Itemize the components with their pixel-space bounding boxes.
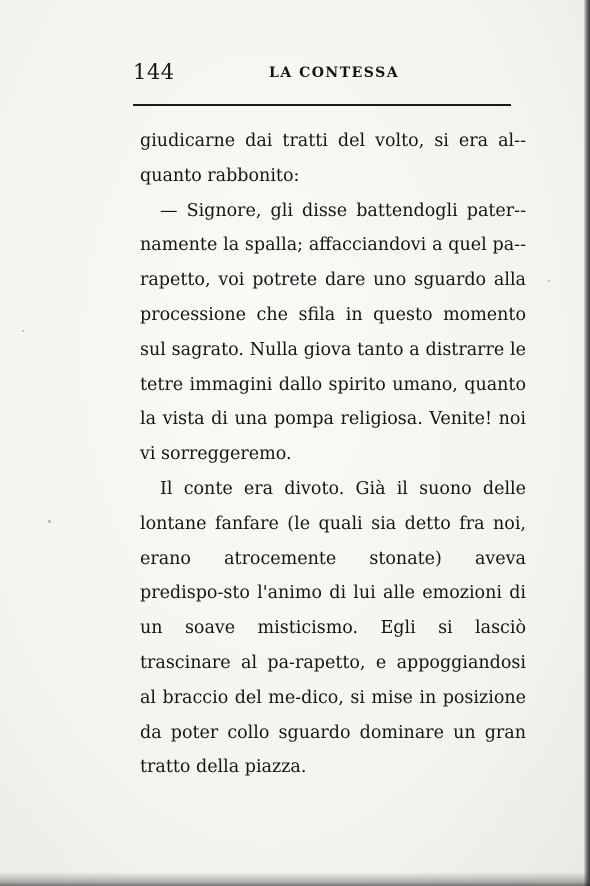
paragraph-1: giudicarne dai tratti del volto, si era al-quanto rabbonito:: [140, 131, 526, 186]
paper-speck: [22, 330, 24, 332]
running-title: LA CONTESSA: [269, 65, 400, 81]
page-header: [133, 60, 511, 90]
paragraph-3: Il conte era divoto. Già il suono delle lontane fanfare (le quali sia detto fra noi, erano atrocemente stonate) aveva predispo-sto l'animo di lui alle emozioni di un soave misticismo. Egli si lasciò trascinare al pa-rapetto, e appoggiandosi al braccio del me-dico, si mise in posizione da poter collo sguardo dominare un gran tratto della piazza.: [140, 478, 526, 778]
paper-speck: [48, 520, 51, 523]
page-number: 144: [133, 60, 175, 84]
paragraph-2: — Signore, gli disse battendogli pater-namente la spalla; affacciandovi a quel pa-rapetto, voi potrete dare uno sguardo alla processione che sfila in questo momento sul sagrato. Nulla giova tanto a distrarre le tetre immagini dallo spirito umano, quanto la vista di una pompa religiosa. Venite! noi vi sorreggeremo.: [140, 200, 526, 465]
header-rule: [133, 104, 511, 106]
page-spine-edge: [584, 0, 590, 886]
page-bottom-edge: [0, 872, 590, 886]
paper-speck: [548, 280, 550, 282]
body-text: [140, 124, 526, 785]
